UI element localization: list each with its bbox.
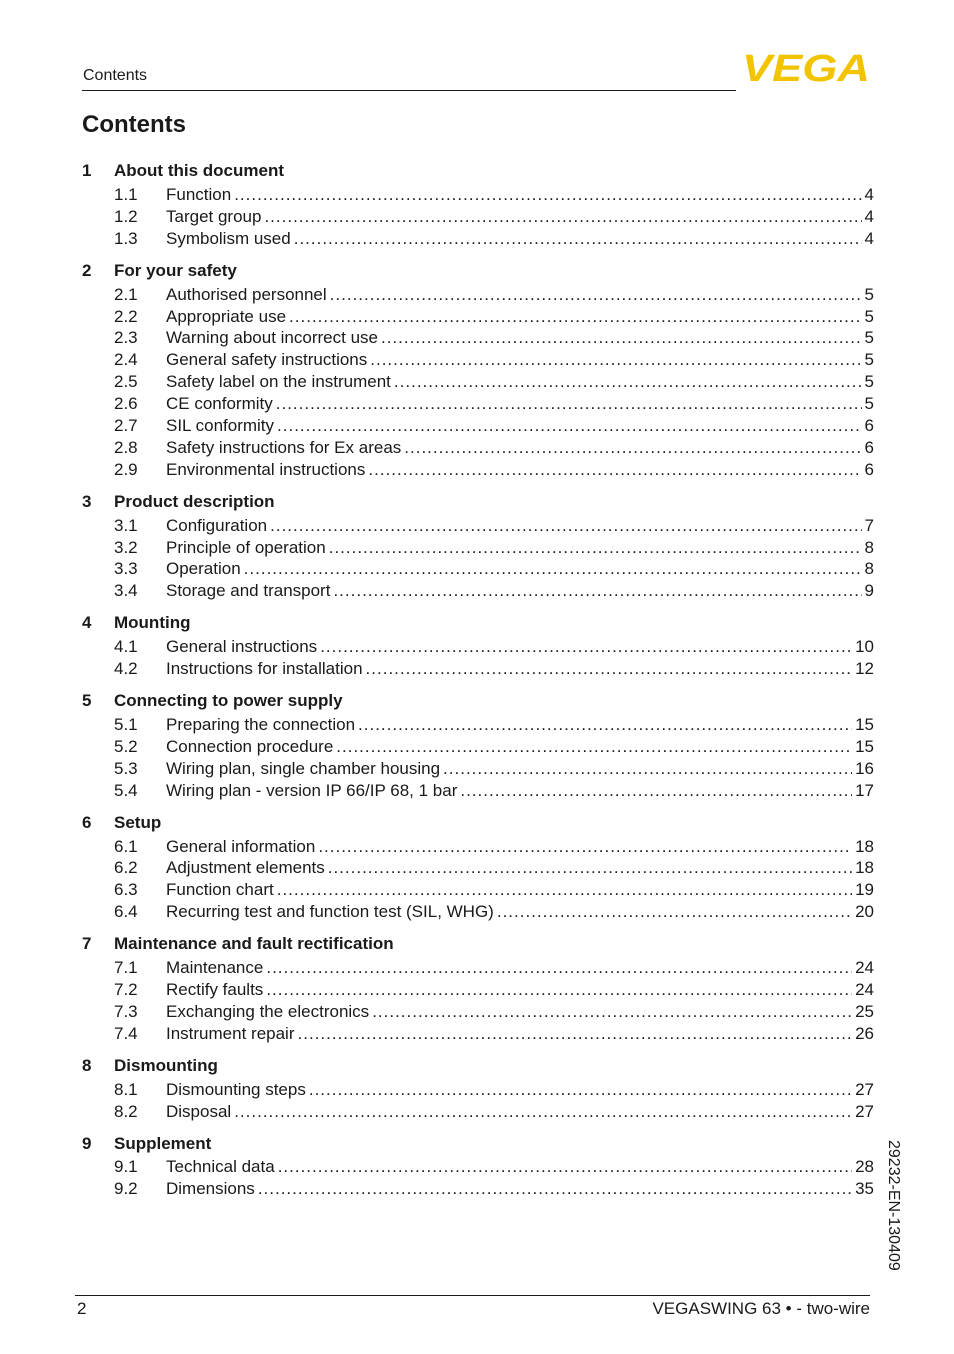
toc-entry-number: 2.1 <box>114 284 138 304</box>
toc-section <box>82 931 874 1045</box>
dot-leader <box>294 229 862 249</box>
toc-entry[interactable] <box>82 580 874 602</box>
toc-section <box>82 1053 874 1123</box>
toc-entry-page: 6 <box>864 415 874 435</box>
toc-entry-page: 5 <box>864 372 874 392</box>
toc-entry-title: Safety label on the instrument <box>166 372 391 392</box>
footer-product-name: VEGASWING 63 • - two-wire <box>652 1299 870 1318</box>
toc-entry[interactable] <box>82 1157 874 1179</box>
toc-entry-title: Maintenance <box>166 958 264 978</box>
toc-entry-number: 9.2 <box>114 1179 138 1199</box>
vega-logo <box>742 52 872 84</box>
toc-entry-page: 8 <box>864 559 874 579</box>
toc-entry[interactable] <box>82 349 874 371</box>
toc-section-number: 8 <box>82 1055 92 1075</box>
toc-entry-page: 15 <box>855 714 874 734</box>
toc-entry-number: 2.8 <box>114 437 138 457</box>
toc-entry-number: 1.1 <box>114 184 138 204</box>
toc-section-title: Maintenance and fault rectification <box>114 934 394 954</box>
dot-leader <box>298 1024 853 1044</box>
toc-section <box>82 158 874 250</box>
toc-entry[interactable] <box>82 284 874 306</box>
toc-entry[interactable] <box>82 459 874 481</box>
toc-entry-title: Dismounting steps <box>166 1079 306 1099</box>
toc-entry[interactable] <box>82 515 874 537</box>
dot-leader <box>309 1080 852 1100</box>
toc-entry[interactable] <box>82 758 874 780</box>
toc-entry[interactable] <box>82 1023 874 1045</box>
toc-entry-title: Recurring test and function test (SIL, WHG) <box>166 902 494 922</box>
dot-leader <box>394 372 862 392</box>
toc-entry-number: 9.1 <box>114 1157 138 1177</box>
dot-leader <box>358 715 852 735</box>
toc-entry-page: 12 <box>855 659 874 679</box>
toc-entry[interactable] <box>82 1101 874 1123</box>
dot-leader <box>370 350 861 370</box>
toc-entry[interactable] <box>82 393 874 415</box>
toc-entry-title: Exchanging the electronics <box>166 1001 370 1021</box>
toc-section-number: 3 <box>82 491 92 511</box>
toc-entry-number: 6.3 <box>114 880 138 900</box>
toc-entry-title: Connection procedure <box>166 736 334 756</box>
toc-entry[interactable] <box>82 1079 874 1101</box>
toc-entry-page: 15 <box>855 736 874 756</box>
dot-leader <box>372 1002 852 1022</box>
toc-entry-number: 1.2 <box>114 206 138 226</box>
dot-leader <box>320 637 852 657</box>
toc-entry-title: Storage and transport <box>166 581 331 601</box>
toc-section-title: Setup <box>114 812 162 832</box>
dot-leader <box>329 538 862 558</box>
footer-rule <box>75 1295 870 1296</box>
toc-entry-number: 3.2 <box>114 537 138 557</box>
toc-section-heading[interactable] <box>82 610 874 636</box>
toc-entry-number: 7.1 <box>114 958 138 978</box>
toc-entry[interactable] <box>82 228 874 250</box>
toc-entry[interactable] <box>82 714 874 736</box>
toc-entry[interactable] <box>82 306 874 328</box>
vega-logo-text: VEGA <box>742 52 870 84</box>
toc-entry-number: 2.3 <box>114 328 138 348</box>
toc-entry-number: 3.4 <box>114 581 138 601</box>
toc-entry-page: 6 <box>864 437 874 457</box>
toc-entry-page: 5 <box>864 328 874 348</box>
toc-section-heading[interactable] <box>82 258 874 284</box>
dot-leader <box>234 185 861 205</box>
toc-entry-number: 5.3 <box>114 758 138 778</box>
toc-entry-page: 6 <box>864 459 874 479</box>
dot-leader <box>330 285 862 305</box>
toc-section-number: 5 <box>82 691 92 711</box>
toc-entry-page: 35 <box>855 1179 874 1199</box>
toc-entry-page: 20 <box>855 902 874 922</box>
toc-section-number: 4 <box>82 613 92 633</box>
toc-entry-number: 4.1 <box>114 637 138 657</box>
toc-entry-title: Instrument repair <box>166 1023 295 1043</box>
toc-entry-page: 4 <box>864 206 874 226</box>
toc-entry-number: 6.4 <box>114 902 138 922</box>
dot-leader <box>381 328 862 348</box>
toc-entry-title: Function <box>166 184 232 204</box>
toc-section-title: Connecting to power supply <box>114 691 343 711</box>
toc-section-number: 7 <box>82 934 92 954</box>
toc-entry-page: 10 <box>855 637 874 657</box>
toc-entry-page: 4 <box>864 184 874 204</box>
toc-section-heading[interactable] <box>82 810 874 836</box>
toc-entry-number: 2.9 <box>114 459 138 479</box>
dot-leader <box>318 837 852 857</box>
dot-leader <box>289 307 862 327</box>
toc-entry-number: 5.4 <box>114 780 138 800</box>
toc-entry-page: 25 <box>855 1001 874 1021</box>
toc-section-heading[interactable] <box>82 931 874 957</box>
dot-leader <box>277 416 862 436</box>
toc-entry[interactable] <box>82 327 874 349</box>
toc-section-number: 2 <box>82 260 92 280</box>
toc-entry-title: CE conformity <box>166 394 273 414</box>
toc-entry-page: 16 <box>855 758 874 778</box>
toc-entry-page: 5 <box>864 394 874 414</box>
dot-leader <box>460 781 852 801</box>
dot-leader <box>336 737 852 757</box>
toc-entry[interactable] <box>82 857 874 879</box>
toc-entry-number: 6.2 <box>114 858 138 878</box>
toc-entry-page: 5 <box>864 306 874 326</box>
dot-leader <box>443 759 852 779</box>
toc-section-heading[interactable] <box>82 688 874 714</box>
toc-entry-page: 19 <box>855 880 874 900</box>
dot-leader <box>266 980 852 1000</box>
toc-entry-page: 5 <box>864 350 874 370</box>
toc-entry-title: Preparing the connection <box>166 714 356 734</box>
toc-entry-page: 27 <box>855 1079 874 1099</box>
toc-section-title: Dismounting <box>114 1055 218 1075</box>
toc-section <box>82 489 874 603</box>
dot-leader <box>366 659 853 679</box>
toc-entry[interactable] <box>82 558 874 580</box>
toc-entry-title: Target group <box>166 206 262 226</box>
toc-entry-title: SIL conformity <box>166 415 275 435</box>
toc-entry[interactable] <box>82 371 874 393</box>
toc-entry[interactable] <box>82 957 874 979</box>
toc-entry-number: 3.3 <box>114 559 138 579</box>
toc-entry[interactable] <box>82 736 874 758</box>
dot-leader <box>278 1157 852 1177</box>
toc-entry-page: 27 <box>855 1101 874 1121</box>
dot-leader <box>264 207 861 227</box>
toc-entry-number: 5.2 <box>114 736 138 756</box>
toc-section-heading[interactable] <box>82 489 874 515</box>
toc-entry-title: Configuration <box>166 515 268 535</box>
toc-entry-page: 5 <box>864 284 874 304</box>
dot-leader <box>328 858 852 878</box>
toc-entry-title: Environmental instructions <box>166 459 366 479</box>
toc-section <box>82 610 874 680</box>
dot-leader <box>244 559 862 579</box>
toc-section-number: 9 <box>82 1133 92 1153</box>
toc-entry-number: 3.1 <box>114 515 138 535</box>
toc-entry-title: Instructions for installation <box>166 659 363 679</box>
toc-entry-number: 2.6 <box>114 394 138 414</box>
toc-entry[interactable] <box>82 658 874 680</box>
toc-section-number: 6 <box>82 812 92 832</box>
toc-entry-page: 17 <box>855 780 874 800</box>
toc-entry-page: 28 <box>855 1157 874 1177</box>
dot-leader <box>404 438 861 458</box>
toc-entry-number: 6.1 <box>114 836 138 856</box>
toc-section <box>82 1131 874 1201</box>
header-label: Contents <box>83 67 148 84</box>
toc-entry-number: 7.3 <box>114 1001 138 1021</box>
dot-leader <box>497 902 852 922</box>
toc-entry-page: 4 <box>864 228 874 248</box>
toc-entry-page: 7 <box>864 515 874 535</box>
toc-entry[interactable] <box>82 780 874 802</box>
dot-leader <box>368 460 861 480</box>
toc-entry[interactable] <box>82 879 874 901</box>
toc-entry-number: 2.2 <box>114 306 138 326</box>
toc-section-heading[interactable] <box>82 1131 874 1157</box>
toc-section-title: For your safety <box>114 260 237 280</box>
toc-entry[interactable] <box>82 836 874 858</box>
toc-entry-title: General instructions <box>166 637 318 657</box>
toc-section-title: Mounting <box>114 613 191 633</box>
toc-entry-number: 7.4 <box>114 1023 138 1043</box>
toc-entry-number: 2.7 <box>114 415 138 435</box>
toc-entry-title: General information <box>166 836 316 856</box>
dot-leader <box>333 581 861 601</box>
toc-entry-page: 18 <box>855 836 874 856</box>
toc-entry[interactable] <box>82 537 874 559</box>
toc-entry[interactable] <box>82 636 874 658</box>
dot-leader <box>270 516 861 536</box>
toc-entry-number: 2.4 <box>114 350 138 370</box>
toc-entry[interactable] <box>82 1178 874 1200</box>
toc-entry-page: 9 <box>864 581 874 601</box>
toc-entry-number: 5.1 <box>114 714 138 734</box>
toc-section <box>82 810 874 924</box>
toc-entry-page: 8 <box>864 537 874 557</box>
toc-entry-title: Symbolism used <box>166 228 291 248</box>
toc-entry-title: Warning about incorrect use <box>166 328 378 348</box>
toc-entry-title: Wiring plan, single chamber housing <box>166 758 441 778</box>
toc-entry-title: Principle of operation <box>166 537 326 557</box>
toc-section-title: Supplement <box>114 1133 212 1153</box>
toc-entry-title: Authorised personnel <box>166 284 327 304</box>
toc-entry-page: 18 <box>855 858 874 878</box>
table-of-contents <box>82 158 874 1208</box>
toc-entry-title: Function chart <box>166 880 274 900</box>
toc-entry[interactable] <box>82 437 874 459</box>
document-code: 29232-EN-130409 <box>885 1140 902 1271</box>
toc-section-title: About this document <box>114 161 284 180</box>
dot-leader <box>258 1179 852 1199</box>
toc-entry[interactable] <box>82 184 874 206</box>
dot-leader <box>234 1102 852 1122</box>
dot-leader <box>266 958 852 978</box>
toc-entry-title: Technical data <box>166 1157 275 1177</box>
toc-entry-page: 24 <box>855 979 874 999</box>
toc-entry-title: Operation <box>166 559 241 579</box>
dot-leader <box>277 880 852 900</box>
toc-section-heading[interactable] <box>82 158 874 184</box>
toc-entry-title: Adjustment elements <box>166 858 325 878</box>
toc-entry-title: Rectify faults <box>166 979 264 999</box>
toc-entry-number: 8.1 <box>114 1079 138 1099</box>
toc-entry-number: 8.2 <box>114 1101 138 1121</box>
toc-entry-number: 7.2 <box>114 979 138 999</box>
toc-entry-page: 24 <box>855 958 874 978</box>
toc-entry-title: General safety instructions <box>166 350 368 370</box>
toc-entry-number: 1.3 <box>114 228 138 248</box>
toc-entry-title: Wiring plan - version IP 66/IP 68, 1 bar <box>166 780 458 800</box>
toc-entry[interactable] <box>82 415 874 437</box>
header-rule <box>82 90 736 91</box>
toc-entry-title: Disposal <box>166 1101 232 1121</box>
dot-leader <box>276 394 862 414</box>
toc-entry-number: 4.2 <box>114 659 138 679</box>
toc-entry-title: Dimensions <box>166 1179 255 1199</box>
toc-entry[interactable] <box>82 206 874 228</box>
toc-section-heading[interactable] <box>82 1053 874 1079</box>
toc-entry-title: Appropriate use <box>166 306 287 326</box>
toc-section-number: 1 <box>82 161 92 180</box>
toc-entry[interactable] <box>82 901 874 923</box>
page-title: Contents <box>82 111 186 138</box>
toc-entry-title: Safety instructions for Ex areas <box>166 437 402 457</box>
toc-entry-number: 2.5 <box>114 372 138 392</box>
toc-section <box>82 258 874 481</box>
toc-entry[interactable] <box>82 979 874 1001</box>
toc-section-title: Product description <box>114 491 275 511</box>
footer-page-number: 2 <box>77 1299 87 1318</box>
toc-entry[interactable] <box>82 1001 874 1023</box>
toc-entry-page: 26 <box>855 1023 874 1043</box>
toc-section <box>82 688 874 802</box>
